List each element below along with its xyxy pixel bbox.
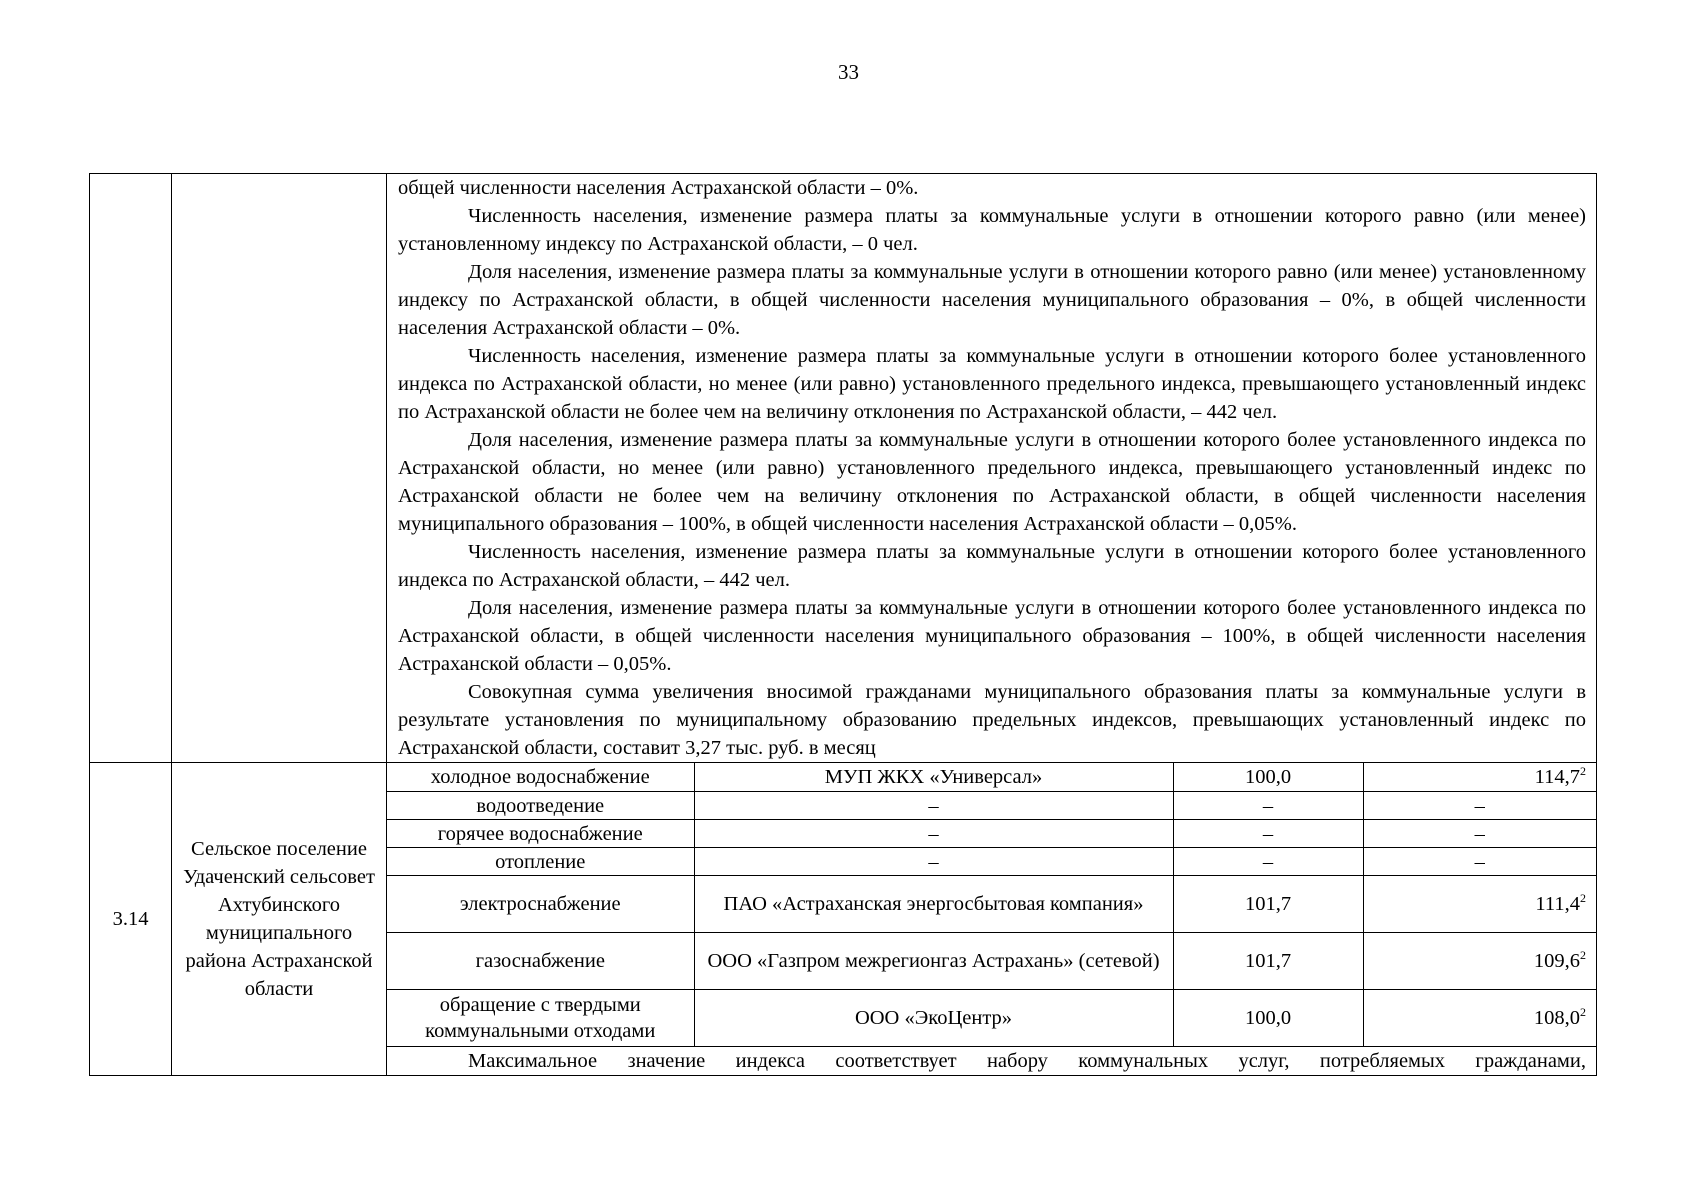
footnote-mark: 2 (1580, 764, 1586, 779)
service-name: горячее водоснабжение (387, 820, 694, 848)
footnote-mark: 2 (1580, 1005, 1586, 1020)
paragraph: Доля населения, изменение размера платы за коммунальные услуги в отношении которого более установленного индекса по Астраханской области, но менее (или равно) установленного предельного индекса, превышающего установленный индекс по Астраханской области не более чем на величину отклонения по Астраханской области, в общей численности населения муниципального образования – 100%, в общей численности населения Астраханской области – 0,05%. (398, 429, 1586, 535)
municipality-cell (172, 174, 387, 763)
index-value: 100,0 (1173, 763, 1363, 792)
paragraph: Доля населения, изменение размера платы за коммунальные услуги в отношении которого равно (или менее) установленному индексу по Астраханской области, в общей численности населения муниципального образования – 0%, в общей численности населения Астраханской области – 0%. (398, 261, 1586, 339)
table-row (90, 763, 1597, 1076)
service-name: отопление (387, 848, 694, 876)
provider-name: ПАО «Астраханская энергосбытовая компания» (694, 876, 1173, 933)
index-value: – (1173, 792, 1363, 820)
max-index-value (1363, 876, 1596, 933)
service-row (387, 990, 1596, 1047)
provider-name: МУП ЖКХ «Универсал» (694, 763, 1173, 792)
index-value: – (1173, 848, 1363, 876)
provider-name: – (694, 820, 1173, 848)
paragraph: Совокупная сумма увеличения вносимой гражданами муниципального образования платы за коммунальные услуги в результате установления по муниципальному образованию предельных индексов, превышающих установленный индекс по Астраханской области, составит 3,27 тыс. руб. в месяц (398, 681, 1586, 759)
note-text: Максимальное значение индекса соответствует набору коммунальных услуг, потребляемых гражданами, (468, 1050, 1586, 1072)
municipality-name: Сельское поселение Удаченский сельсовет Ахтубинского муниципального района Астраханской области (172, 763, 387, 1076)
paragraph: общей численности населения Астраханской области – 0%. (398, 177, 919, 199)
index-value: 101,7 (1173, 876, 1363, 933)
service-name: обращение с твердыми коммунальными отходами (387, 990, 694, 1047)
service-row (387, 848, 1596, 876)
row-number-cell: 3.14 (90, 763, 172, 1076)
provider-name: ООО «Газпром межрегионгаз Астрахань» (сетевой) (694, 933, 1173, 990)
max-index-value: – (1363, 820, 1596, 848)
page-number: 33 (838, 60, 859, 84)
paragraph: Доля населения, изменение размера платы за коммунальные услуги в отношении которого более установленного индекса по Астраханской области, в общей численности населения муниципального образования – 100%, в общей численности населения Астраханской области – 0,05%. (398, 597, 1586, 675)
provider-name: ООО «ЭкоЦентр» (694, 990, 1173, 1047)
index-value: – (1173, 820, 1363, 848)
max-index-value (1363, 990, 1596, 1047)
paragraph: Численность населения, изменение размера платы за коммунальные услуги в отношении которого более установленного индекса по Астраханской области, – 442 чел. (398, 541, 1586, 591)
description-text (387, 174, 1596, 762)
max-index-number: 108,0 (1533, 1007, 1580, 1029)
description-cell (387, 174, 1597, 763)
service-row (387, 933, 1596, 990)
service-name: водоотведение (387, 792, 694, 820)
service-row (387, 876, 1596, 933)
max-index-number: 111,4 (1535, 893, 1580, 915)
max-index-value: – (1363, 848, 1596, 876)
provider-name: – (694, 848, 1173, 876)
service-row (387, 763, 1596, 792)
service-row (387, 820, 1596, 848)
max-index-number: 109,6 (1533, 950, 1580, 972)
max-index-value: – (1363, 792, 1596, 820)
max-index-number: 114,7 (1534, 766, 1580, 788)
service-row (387, 792, 1596, 820)
services-cell (387, 763, 1597, 1076)
paragraph: Численность населения, изменение размера платы за коммунальные услуги в отношении которого более установленного индекса по Астраханской области, но менее (или равно) установленного предельного индекса, превышающего установленный индекс по Астраханской области не более чем на величину отклонения по Астраханской области, – 442 чел. (398, 345, 1586, 423)
paragraph: Численность населения, изменение размера платы за коммунальные услуги в отношении которого равно (или менее) установленному индексу по Астраханской области, – 0 чел. (398, 205, 1586, 255)
max-index-value (1363, 933, 1596, 990)
provider-name: – (694, 792, 1173, 820)
index-value: 100,0 (1173, 990, 1363, 1047)
services-table (387, 763, 1596, 1047)
index-table (89, 173, 1597, 1076)
footnote-mark: 2 (1580, 891, 1586, 906)
row-number-cell (90, 174, 172, 763)
index-value: 101,7 (1173, 933, 1363, 990)
service-name: холодное водоснабжение (387, 763, 694, 792)
service-name: электроснабжение (387, 876, 694, 933)
max-index-value (1363, 763, 1596, 792)
table-row (90, 174, 1597, 763)
service-name: газоснабжение (387, 933, 694, 990)
footnote-mark: 2 (1580, 948, 1586, 963)
